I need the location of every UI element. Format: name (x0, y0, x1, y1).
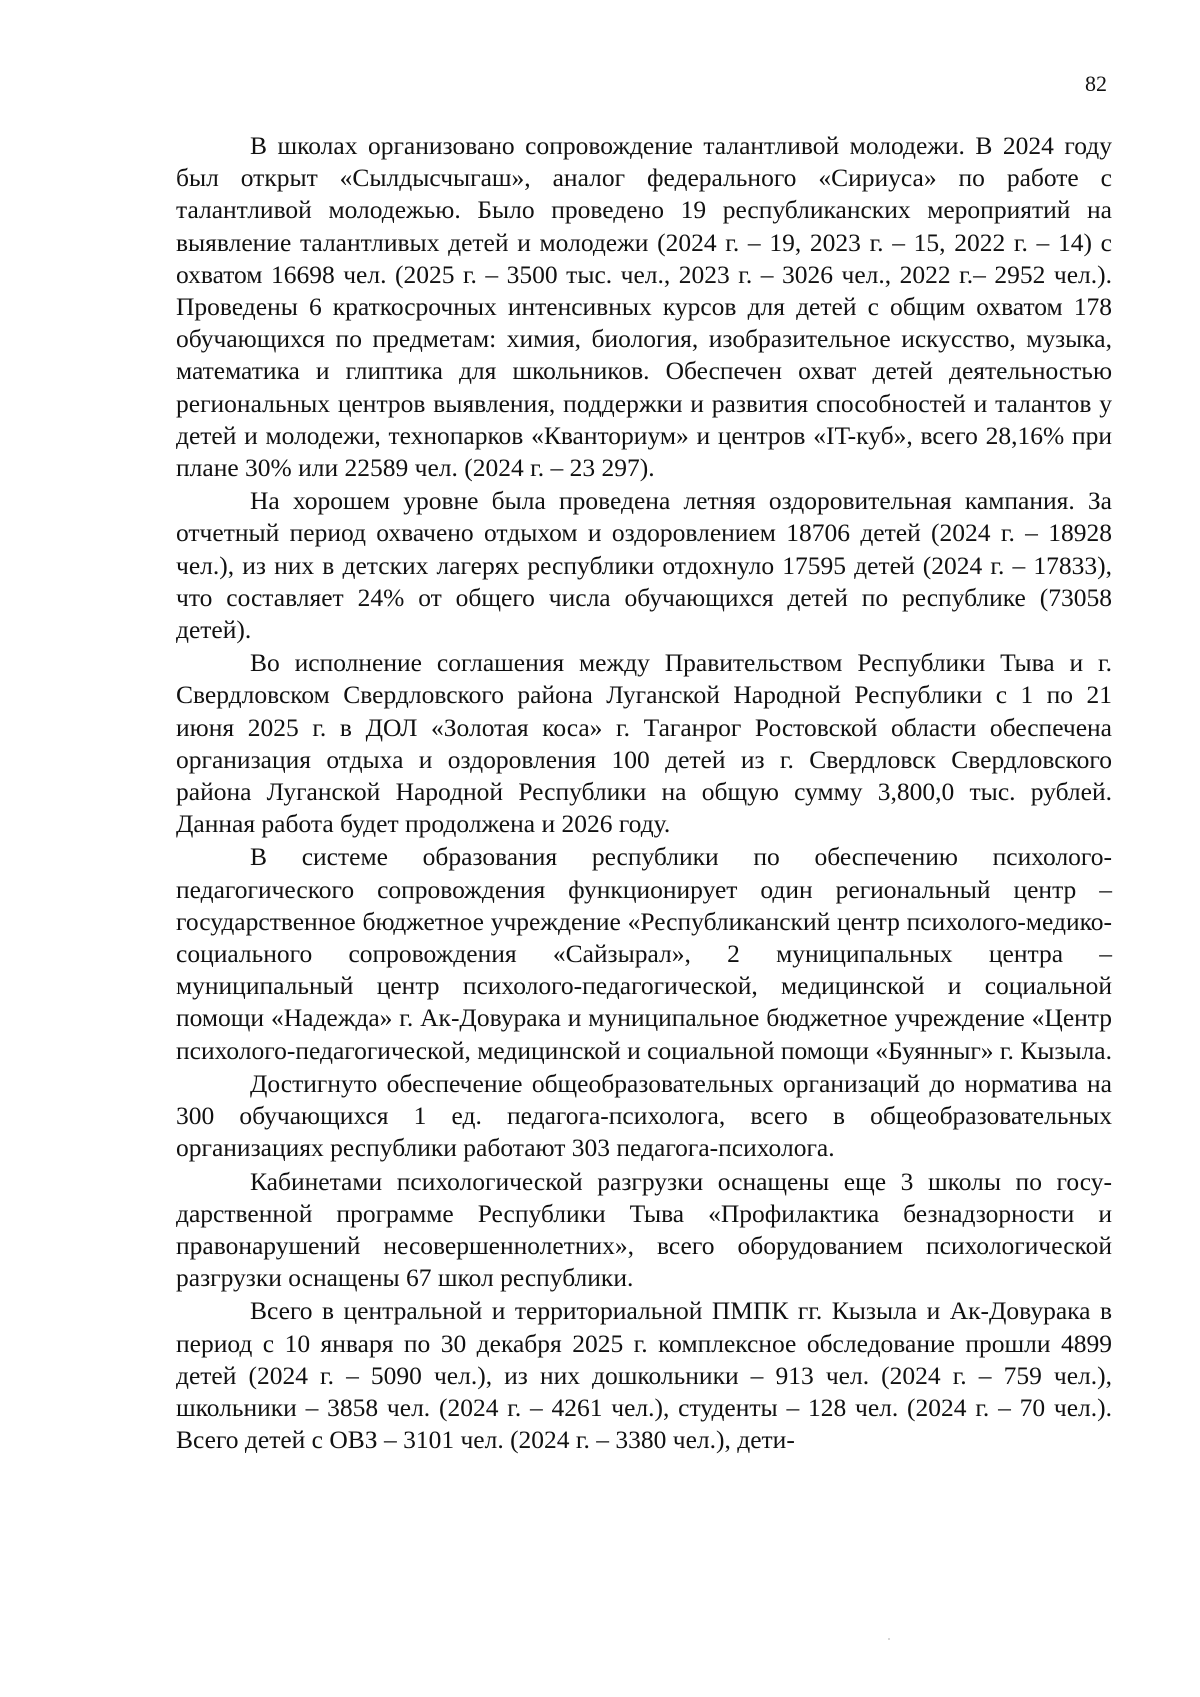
paragraph-psychologist-staffing: Достигнуто обеспечение общеобразовательных организаций до норматива на 300 обучающихся 1 ед. педагога-психолога, всего в общеобразовательных организациях республики работают 303 педагога-психолога. (176, 1068, 1112, 1163)
page-number: 82 (1085, 71, 1107, 96)
paragraph-relief-rooms: Кабинетами психологической разгрузки оснащены еще 3 школы по государственной программе Республики Тыва «Профилактика безнадзорности и правонарушений несовершеннолетних», всего оборудованием психологической разгрузки оснащены 67 школ республики. (176, 1166, 1112, 1293)
document-body (176, 130, 1112, 1457)
paragraph-summer-campaign: На хорошем уровне была проведена летняя оздоровительная кампания. За отчетный период охвачено отдыхом и оздоровлением 18706 детей (2024 г. – 18928 чел.), из них в детских лагерях республики отдохнуло 17595 детей (2024 г. – 17833), что составляет 24% от общего числа обучающихся детей по республике (73058 детей). (176, 486, 1112, 645)
paragraph-lnr-agreement: Во исполнение соглашения между Правительством Республики Тыва и г. Свердловском Свердловского района Луганской Народной Республики с 1 по 21 июня 2025 г. в ДОЛ «Золотая коса» г. Таганрог Ростовской области обеспечена организация отдыха и оздоровления 100 детей из г. Свердловск Свердловского района Луганской Народной Республики на общую сумму 3,800,0 тыс. рублей. Данная работа будет продолжена и 2026 году. (176, 648, 1112, 839)
paragraph-psychological-support: В системе образования республики по обеспечению психолого-педагогического сопровождения функционирует один региональный центр – государственное бюджетное учреждение «Республиканский центр психолого-медико-социального сопровождения «Сайзырал», 2 муниципальных центра – муниципальный центр психолого-педагогической, медицинской и социальной помощи «Надежда» г. Ак-Довурака и муниципальное бюджетное учреждение «Центр психолого-педагогической, медицинской и социальной помощи «Буянныг» г. Кызыла. (176, 842, 1113, 1065)
scan-speck (888, 1638, 890, 1640)
paragraph-pmpk-examination: Всего в центральной и территориальной ПМПК гг. Кызыла и Ак-Довурака в период с 10 января по 30 декабря 2025 г. комплексное обследование прошли 4899 детей (2024 г. – 5090 чел.), из них дошкольники – 913 чел. (2024 г. – 759 чел.), школьники – 3858 чел. (2024 г. – 4261 чел.), студенты – 128 чел. (2024 г. – 70 чел.). Всего детей с ОВЗ – 3101 чел. (2024 г. – 3380 чел.), дети- (176, 1296, 1112, 1455)
paragraph-talented-youth: В школах организовано сопровождение талантливой молодежи. В 2024 году был открыт «Сылдысчыгаш», аналог федерального «Сириуса» по работе с талантливой молодежью. Было проведено 19 республиканских мероприятий на выявление талантливых детей и молодежи (2024 г. – 19, 2023 г. – 15, 2022 г. – 14) с охватом 16698 чел. (2025 г. – 3500 тыс. чел., 2023 г. – 3026 чел., 2022 г.– 2952 чел.). Проведены 6 краткосрочных интенсивных курсов для детей с общим охватом 178 обучающихся по предметам: химия, биология, изобразительное искусство, музыка, математика и глиптика для школьников. Обеспечен охват детей деятельностью региональных центров выявления, поддержки и развития способностей и талантов у детей и молодежи, технопарков «Кванториум» и центров «IT-куб», всего 28,16% при плане 30% или 22589 чел. (2024 г. – 23 297). (176, 131, 1112, 483)
